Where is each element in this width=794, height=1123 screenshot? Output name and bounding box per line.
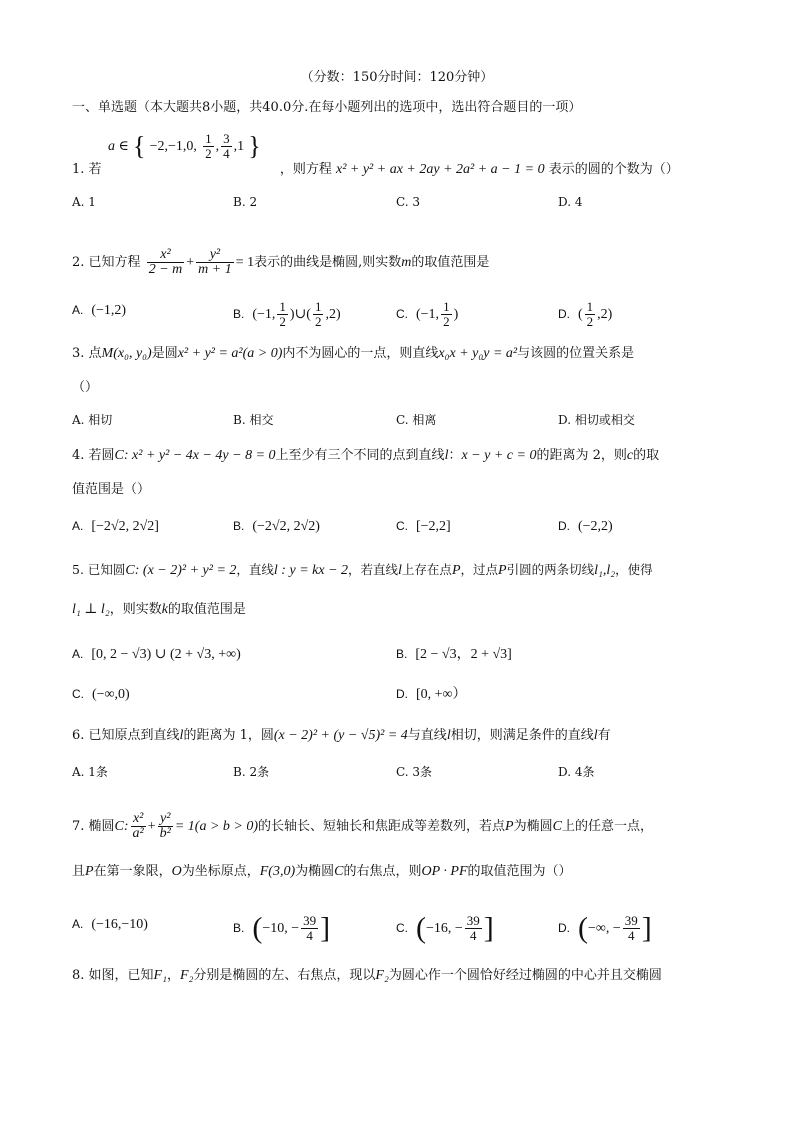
q4-c-var: c	[626, 448, 634, 463]
exam-header: （分数：150分时间：120分钟）	[300, 70, 494, 85]
q5-text4: 上存在点	[401, 562, 452, 577]
q3-option-d[interactable]: D. 相切或相交	[558, 413, 635, 427]
q4-option-d-value: (−2,2)	[578, 519, 613, 534]
q4-option-a[interactable]	[72, 516, 159, 537]
q2-frac-x-den: 2 − m	[148, 262, 183, 277]
q7-label-c: C.	[396, 921, 408, 935]
q4-text1: 4. 若圆	[72, 448, 115, 463]
q4-option-d[interactable]	[558, 516, 613, 537]
q2-option-a[interactable]	[72, 300, 126, 321]
q5-option-d[interactable]	[396, 684, 467, 705]
q4-text4: 的距离为 2，则	[536, 448, 627, 463]
q5-text8: ，则实数	[109, 602, 162, 617]
q5-text7: ，使得	[615, 562, 653, 577]
q3-point: M(x₀, y₀)	[101, 346, 152, 361]
q7-p-var: P	[505, 819, 514, 834]
frac-den: 2	[314, 314, 322, 329]
q2-label-d: D.	[558, 307, 570, 321]
q5-text2: ，直线	[236, 562, 274, 577]
q2-label-b: B.	[233, 307, 245, 321]
q7-text6: 在第一象限，	[93, 864, 172, 879]
q2-option-c[interactable]	[396, 300, 458, 329]
q7-frac-x-den: a²	[132, 826, 144, 841]
q6-text5: 有	[597, 728, 611, 743]
frac-den: 4	[301, 928, 318, 943]
q4-option-c-value: [−2,2]	[416, 519, 451, 534]
q6-text1: 6. 已知原点到直线	[72, 728, 180, 743]
q4-stem-cont: 值范围是（）	[72, 482, 151, 497]
q7-c-var-2: C	[334, 864, 344, 879]
q1-brace-open: {	[133, 131, 146, 161]
q1-frac-den: 2	[205, 146, 212, 161]
frac-num: 1	[443, 299, 450, 314]
frac-den: 2	[279, 314, 286, 329]
q5-option-a[interactable]	[72, 644, 241, 665]
q8-text4: 为圆心作一个圆恰好经过椭圆的中心并且交椭圆	[388, 968, 662, 983]
q2-stem	[72, 248, 489, 277]
q4-text2: 上至少有三个不同的点到直线	[275, 448, 445, 463]
q4-label-a: A.	[72, 519, 84, 533]
q2-var: m	[401, 255, 412, 270]
q3-text3: 内不为圆心的一点，则直线	[282, 346, 439, 361]
q2-plus: +	[186, 255, 195, 270]
q7-text4: 上的任意一点，	[561, 819, 653, 834]
q7-option-b-value: −10, −	[262, 921, 300, 936]
q6-l-var-2: l	[446, 728, 451, 743]
q2-option-c-frac	[441, 300, 452, 329]
q5-text6: 引圆的两条切线	[506, 562, 595, 577]
q7-stem-cont	[72, 862, 572, 882]
q1-option-b[interactable]: B. 2	[233, 195, 258, 209]
q5-label-b: B.	[396, 647, 408, 661]
q1-set-items: −2,−1,0,	[149, 139, 197, 154]
q3-paren: （）	[72, 380, 99, 395]
q5-stem-cont	[72, 600, 246, 620]
q4-line: x − y + c = 0	[461, 448, 537, 463]
q2-option-c-part1: (−1,	[416, 307, 440, 322]
q1-set-end: ,1	[233, 139, 245, 154]
q2-frac-y	[196, 248, 234, 277]
q7-text1: 7. 椭圆	[72, 819, 115, 834]
q1-suffix: 表示的圆的个数为（）	[548, 162, 679, 177]
q5-label-c: C.	[72, 687, 84, 701]
q2-suffix1: 表示的曲线是椭圆,则实数	[254, 255, 402, 270]
q7-text10: 的取值范围为（）	[467, 864, 572, 879]
frac-den: 4	[623, 928, 640, 943]
q5-option-a-value: [0, 2 − √3) ∪ (2 + √3, +∞)	[91, 647, 241, 662]
q1-frac-half	[203, 132, 214, 161]
q6-option-c[interactable]: C. 3条	[396, 765, 433, 779]
q5-l-var: l	[398, 563, 402, 578]
q7-option-a[interactable]	[72, 914, 148, 935]
q5-option-c-value: (−∞,0)	[92, 687, 130, 702]
q7-label-d: D.	[558, 921, 570, 935]
q2-frac-y-num: y²	[209, 247, 221, 262]
q6-circle: (x − 2)² + (y − √5)² = 4	[273, 728, 408, 743]
q6-l-var-3: l	[593, 728, 598, 743]
q7-c-bracket-open: (	[416, 911, 426, 945]
q7-dot-product: OP · PF	[421, 864, 468, 879]
q3-option-a[interactable]: A. 相切	[72, 413, 113, 427]
q4-stem	[72, 446, 659, 466]
q1-frac-three-quarters	[221, 132, 232, 161]
q5-k-var: k	[161, 602, 168, 617]
q7-option-d-value: −∞, −	[588, 921, 621, 936]
q5-line: l : y = kx − 2	[273, 563, 349, 578]
q7-bracket-open: (	[252, 911, 263, 945]
q8-text1: 8. 如图，已知	[72, 968, 154, 983]
q7-option-b[interactable]	[233, 911, 331, 945]
q2-option-d-frac	[585, 300, 596, 329]
q2-option-b-part3: ,2)	[325, 307, 341, 322]
frac-num: 39	[303, 913, 317, 928]
q5-label-d: D.	[396, 687, 408, 701]
frac-num: 1	[314, 299, 322, 314]
q7-c-name: C:	[114, 819, 129, 834]
q1-stem	[72, 160, 679, 180]
q2-eq: = 1	[235, 255, 255, 270]
q3-option-c[interactable]: C. 相离	[396, 413, 437, 427]
q5-text5: ，过点	[460, 562, 499, 577]
q2-option-d-part2: ,2)	[597, 307, 613, 322]
q7-option-c-frac	[465, 914, 482, 943]
q5-option-d-value: [0, +∞）	[416, 687, 467, 702]
q2-option-b-part2: )∪(	[289, 307, 311, 322]
frac-num: 39	[466, 913, 480, 928]
q7-bracket-close: ]	[320, 911, 331, 945]
q6-stem	[72, 726, 611, 746]
q1-set-label: a ∈	[108, 139, 129, 154]
q4-label-b: B.	[233, 519, 245, 533]
q7-frac-y-den: b²	[159, 826, 171, 841]
q7-frac-y	[158, 812, 173, 841]
q8-f2: F₂	[179, 968, 194, 983]
q2-label-a: A.	[72, 303, 84, 317]
q4-option-b[interactable]	[233, 516, 320, 537]
q2-frac-x	[147, 248, 185, 277]
q1-mid: ，则方程	[279, 162, 332, 177]
q7-option-b-frac	[301, 914, 318, 943]
q5-option-b[interactable]	[396, 644, 512, 665]
section-heading: 一、单选题（本大题共8小题，共40.0分.在每小题列出的选项中，选出符合题目的一项）	[72, 100, 582, 115]
q8-text3: 分别是椭圆的左、右焦点，现以	[193, 968, 376, 983]
q4-option-c[interactable]	[396, 516, 451, 537]
q7-p-var-2: P	[85, 864, 94, 879]
q2-label-c: C.	[396, 307, 408, 321]
q5-p-var-2: P	[498, 563, 507, 578]
q2-option-d[interactable]	[558, 300, 612, 329]
q7-d-bracket-open: (	[578, 911, 588, 945]
q5-option-c[interactable]	[72, 684, 130, 705]
q7-condition: = 1(a > b > 0)	[174, 819, 259, 834]
q3-text4: 与该圆的位置关系是	[517, 346, 635, 361]
q7-o-var: O	[171, 864, 182, 879]
q7-c-var: C	[552, 819, 562, 834]
q4-label-c: C.	[396, 519, 408, 533]
frac-den: 4	[465, 928, 482, 943]
q5-circle: C: (x − 2)² + y² = 2	[125, 563, 237, 578]
q1-frac-num: 1	[205, 131, 212, 146]
q4-text3: ：	[448, 448, 462, 463]
q7-d-bracket-close: ]	[641, 911, 652, 945]
q7-text7: 为坐标原点，	[181, 864, 260, 879]
q8-text2: ，	[166, 968, 180, 983]
q2-option-b-frac1	[277, 300, 288, 329]
q6-text4: 相切，则满足条件的直线	[450, 728, 594, 743]
q7-option-c[interactable]	[396, 911, 494, 945]
q7-option-c-value: −16, −	[426, 921, 463, 936]
q8-stem	[72, 966, 662, 986]
q2-option-b-frac2	[313, 300, 324, 329]
frac-num: 1	[586, 299, 594, 314]
q5-stem	[72, 560, 653, 581]
q5-text1: 5. 已知圆	[72, 562, 126, 577]
q1-option-c[interactable]: C. 3	[396, 195, 421, 209]
frac-den: 2	[443, 314, 450, 329]
q4-line-name: l	[444, 448, 449, 463]
q4-option-a-value: [−2√2, 2√2]	[91, 519, 159, 534]
q4-option-b-value: (−2√2, 2√2)	[252, 519, 320, 534]
q7-option-a-value: (−16,−10)	[91, 917, 148, 932]
q7-frac-x-num: x²	[132, 811, 144, 826]
q1-option-d[interactable]: D. 4	[558, 195, 583, 209]
q1-set: a ∈ { −2,−1,0, $\frac{1}{2}$ , $\frac{3}{4}$ ,1 }	[108, 131, 261, 161]
q1-prefix: 1. 若	[72, 162, 102, 177]
q4-circle: C: x² + y² − 4x − 4y − 8 = 0	[114, 448, 276, 463]
q7-option-d-frac	[623, 914, 640, 943]
q6-text2: 的距离为 1，圆	[183, 728, 274, 743]
q4-label-d: D.	[558, 519, 570, 533]
q5-tangents: l₁,l₂	[594, 563, 616, 578]
frac-num: 1	[279, 299, 286, 314]
q7-frac-y-num: y²	[160, 811, 171, 826]
q5-text3: ，若直线	[348, 562, 399, 577]
q2-frac-y-den: m + 1	[198, 262, 232, 277]
q7-text2: 的长轴长、短轴长和焦距成等差数列，若点	[258, 819, 506, 834]
q5-text9: 的取值范围是	[167, 602, 246, 617]
q6-option-a[interactable]: A. 1条	[72, 765, 108, 779]
q6-l-var: l	[179, 728, 184, 743]
q8-f2-2: F₂	[375, 968, 389, 983]
q7-label-a: A.	[72, 917, 84, 931]
q2-option-b-part1: (−1,	[252, 307, 276, 322]
q1-option-a[interactable]: A. 1	[72, 195, 96, 209]
q3-option-b[interactable]: B. 相交	[233, 413, 274, 427]
q5-option-b-value: [2 − √3，2 + √3]	[415, 647, 512, 662]
q3-stem	[72, 344, 634, 364]
q7-stem: 7. 椭圆C: $\frac{\text{x²}}{\text{a²}}$ + $\frac{\text{y²}}{\text{b²}}$ = 1(a > b > 0)的长轴长、短轴长和焦距成等差数列，若点P为椭圆C上的任意一点，	[72, 811, 653, 841]
q2-option-a-value: (−1,2)	[91, 303, 127, 318]
q2-suffix2: 的取值范围是	[411, 255, 490, 270]
q5-perp: l₁ ⊥ l₂	[72, 602, 110, 617]
q3-text2: 是圆	[151, 346, 178, 361]
q2-option-c-part2: )	[453, 307, 459, 322]
q7-c-bracket-close: ]	[483, 911, 494, 945]
q7-text8: 为椭圆	[295, 864, 335, 879]
q6-text3: 与直线	[407, 728, 447, 743]
q1-frac2-num: 3	[223, 131, 230, 146]
q2-option-b[interactable]	[233, 300, 341, 329]
q7-text3: 为椭圆	[513, 819, 553, 834]
q7-text9: 的右焦点，则	[343, 864, 422, 879]
q6-option-b[interactable]: B. 2条	[233, 765, 270, 779]
q5-label-a: A.	[72, 647, 84, 661]
q2-frac-x-num: x²	[160, 247, 171, 262]
q8-f1: F₁	[153, 968, 167, 983]
q3-line: x₀x + y₀y = a²	[438, 346, 518, 361]
q2-option-d-part1: (	[578, 307, 583, 322]
q4-text5: 的取	[633, 448, 660, 463]
q1-frac2-den: 4	[223, 146, 230, 161]
q2-prefix: 2. 已知方程	[72, 255, 141, 270]
q7-focus: F(3,0)	[259, 864, 296, 879]
q5-p-var: P	[451, 563, 461, 578]
q7-label-b: B.	[233, 921, 245, 935]
q7-text5: 且	[72, 864, 86, 879]
q1-equation: x² + y² + ax + 2ay + 2a² + a − 1 = 0	[335, 162, 545, 177]
q6-option-d[interactable]: D. 4条	[558, 765, 595, 779]
frac-num: 39	[624, 913, 638, 928]
q7-option-d[interactable]	[558, 911, 652, 945]
q7-frac-x	[131, 812, 146, 841]
frac-den: 2	[586, 314, 594, 329]
q3-circle: x² + y² = a²(a > 0)	[177, 346, 283, 361]
q1-brace-close: }	[248, 131, 261, 161]
q3-text1: 3. 点	[72, 346, 102, 361]
